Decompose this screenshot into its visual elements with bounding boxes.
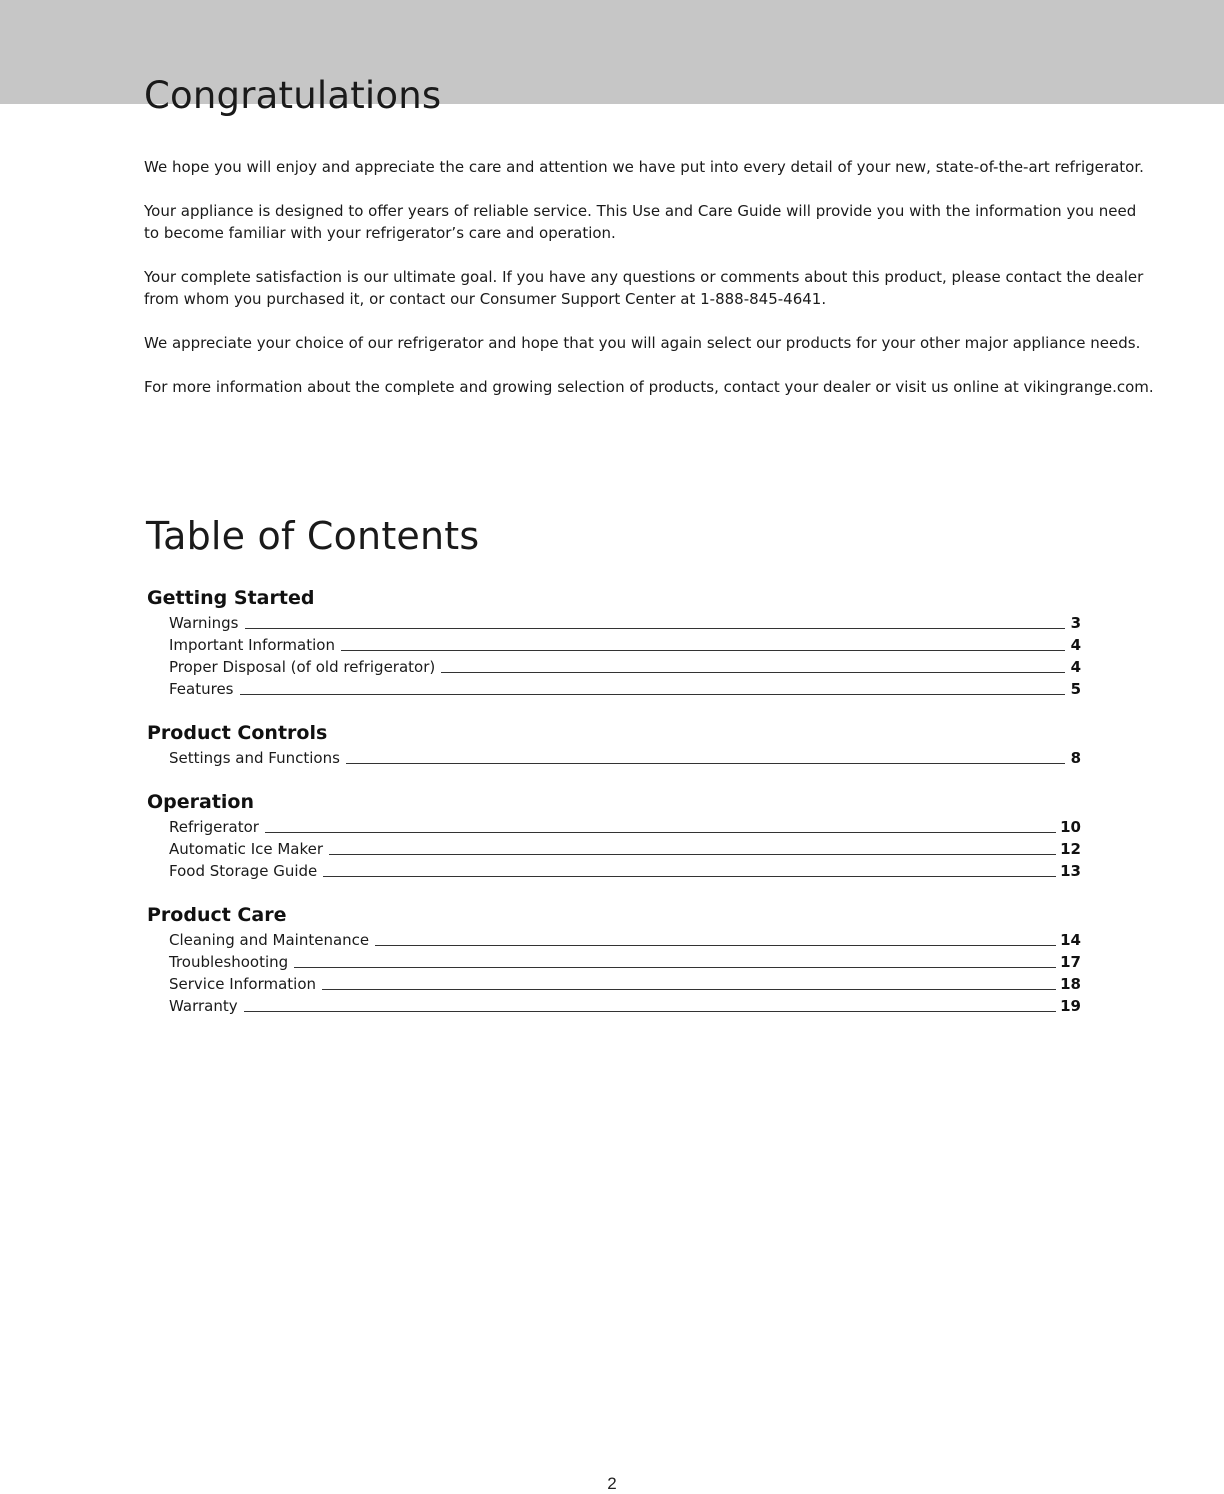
toc-entry-page: 12 <box>1060 840 1081 858</box>
toc-entry-service-information[interactable] <box>147 972 1081 994</box>
toc-entry-troubleshooting[interactable] <box>147 950 1081 972</box>
toc-entry-cleaning-and-maintenance[interactable] <box>147 928 1081 950</box>
intro-paragraph: Your appliance is designed to offer years of reliable service. This Use and Care Guide will provide you with the information you need to become familiar with your refrigerator’s care and operation. <box>144 202 1137 242</box>
toc-entry-features[interactable] <box>147 677 1081 699</box>
toc-entry-warranty[interactable] <box>147 994 1081 1016</box>
toc-entry-food-storage-guide[interactable] <box>147 859 1081 881</box>
toc-entry-label: Refrigerator <box>169 818 259 836</box>
toc-section-title: Getting Started <box>147 587 315 609</box>
toc-leader-line <box>322 989 1056 990</box>
toc-entry-label: Cleaning and Maintenance <box>169 931 370 949</box>
intro-paragraph: We appreciate your choice of our refrigerator and hope that you will again select our products for your other major appliance needs. <box>144 334 1141 352</box>
toc-entry-list <box>147 611 1081 699</box>
toc-entry-page: 10 <box>1060 818 1081 836</box>
toc-entry-page: 14 <box>1060 931 1081 949</box>
toc-entry-page: 8 <box>1070 749 1081 767</box>
toc-entry-refrigerator[interactable] <box>147 815 1081 837</box>
toc-entry-page: 13 <box>1060 862 1081 880</box>
toc-entry-label: Settings and Functions <box>169 749 340 767</box>
toc-section-getting-started <box>147 585 1081 699</box>
toc-title: Table of Contents <box>146 514 480 558</box>
toc-entry-automatic-ice-maker[interactable] <box>147 837 1081 859</box>
toc-entry-page: 17 <box>1060 953 1081 971</box>
toc-entry-label: Proper Disposal (of old refrigerator) <box>169 658 436 676</box>
intro-paragraph: For more information about the complete and growing selection of products, contact your dealer or visit us online at vikingrange.com. <box>144 378 1154 396</box>
toc-entry-warnings[interactable] <box>147 611 1081 633</box>
toc-section-title: Operation <box>147 791 255 813</box>
toc-leader-line <box>244 1011 1057 1012</box>
toc-entry-important-information[interactable] <box>147 633 1081 655</box>
intro-paragraph: Your complete satisfaction is our ultimate goal. If you have any questions or comments about this product, please contact the dealer from whom you purchased it, or contact our Consumer Support Center at 1-888-845-4641. <box>144 268 1144 308</box>
toc-leader-line <box>329 854 1056 855</box>
toc-leader-line <box>294 967 1056 968</box>
toc-entry-list <box>147 928 1081 1016</box>
toc-entry-label: Features <box>169 680 234 698</box>
congratulations-title: Congratulations <box>144 74 442 117</box>
toc-leader-line <box>265 832 1056 833</box>
toc-entry-label: Food Storage Guide <box>169 862 318 880</box>
toc-section-product-controls <box>147 720 1081 768</box>
toc-leader-line <box>323 876 1056 877</box>
intro-text <box>144 156 1154 420</box>
toc-entry-list <box>147 746 1081 768</box>
toc-entry-label: Important Information <box>169 636 335 654</box>
toc-leader-line <box>441 672 1065 673</box>
toc-entry-list <box>147 815 1081 881</box>
toc-entry-page: 3 <box>1070 614 1081 632</box>
toc-entry-label: Troubleshooting <box>169 953 289 971</box>
toc-section-title: Product Care <box>147 904 287 926</box>
toc-section-product-care <box>147 902 1081 1016</box>
intro-paragraph: We hope you will enjoy and appreciate the care and attention we have put into every detail of your new, state-of-the-art refrigerator. <box>144 158 1144 176</box>
toc-leader-line <box>245 628 1066 629</box>
page-number: 2 <box>607 1474 617 1493</box>
toc-section-operation <box>147 789 1081 881</box>
table-of-contents <box>147 585 1081 1037</box>
toc-entry-label: Service Information <box>169 975 317 993</box>
toc-entry-label: Automatic Ice Maker <box>169 840 324 858</box>
toc-entry-page: 5 <box>1070 680 1081 698</box>
toc-entry-label: Warnings <box>169 614 239 632</box>
toc-entry-page: 4 <box>1070 636 1081 654</box>
toc-entry-label: Warranty <box>169 997 238 1015</box>
toc-leader-line <box>341 650 1065 651</box>
toc-entry-page: 18 <box>1060 975 1081 993</box>
toc-leader-line <box>346 763 1065 764</box>
toc-entry-page: 4 <box>1070 658 1081 676</box>
toc-leader-line <box>375 945 1056 946</box>
toc-entry-proper-disposal[interactable] <box>147 655 1081 677</box>
toc-section-title: Product Controls <box>147 722 328 744</box>
toc-entry-page: 19 <box>1060 997 1081 1015</box>
toc-leader-line <box>240 694 1066 695</box>
toc-entry-settings-and-functions[interactable] <box>147 746 1081 768</box>
